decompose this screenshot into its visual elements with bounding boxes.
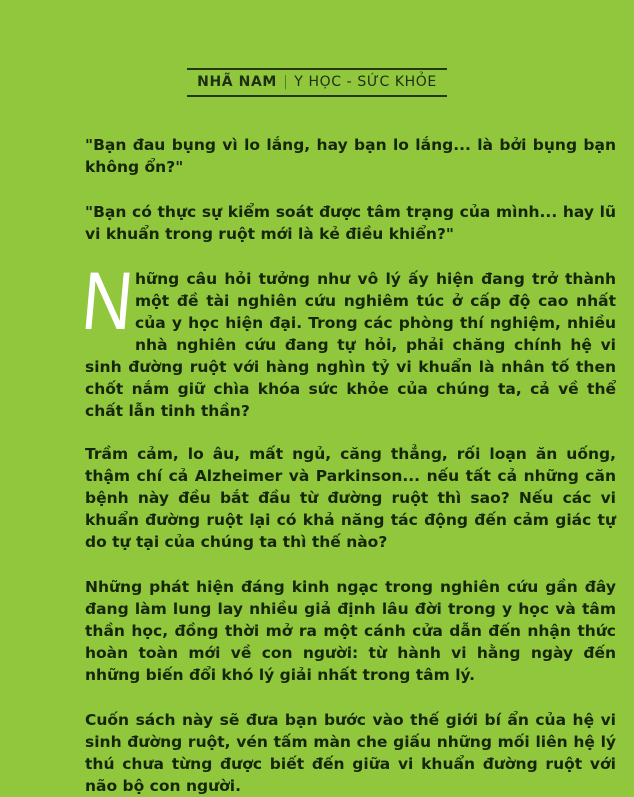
quote-paragraph-1: "Bạn đau bụng vì lo lắng, hay bạn lo lắng... là bởi bụng bạn không ổn?" bbox=[85, 136, 616, 176]
quote-paragraph-2: "Bạn có thực sự kiểm soát được tâm trạng của mình... hay lũ vi khuẩn trong ruột mới là kẻ điều khiển?" bbox=[85, 203, 616, 243]
body-paragraph-2: Trầm cảm, lo âu, mất ngủ, căng thẳng, rối loạn ăn uống, thậm chí cả Alzheimer và Parkinson... nếu tất cả những căn bệnh này đều bắt đầu từ đường ruột thì sao? Nếu các vi khuẩn đường ruột lại có khả năng tác động đến cảm giác tự do tự tại của chúng ta thì thế nào? bbox=[85, 445, 616, 551]
body-paragraph-4: Cuốn sách này sẽ đưa bạn bước vào thế giới bí ẩn của hệ vi sinh đường ruột, vén tấm màn che giấu những mối liên hệ lý thú chưa từng được biết đến giữa vi khuẩn đường ruột với não bộ con người. bbox=[85, 711, 616, 795]
text-column bbox=[78, 134, 616, 797]
body-paragraph-3: Những phát hiện đáng kinh ngạc trong nghiên cứu gần đây đang làm lung lay nhiều giả định lâu đời trong y học và tâm thần học, đồng thời mở ra một cánh cửa dẫn đến nhận thức hoàn toàn mới về con người: từ hành vi hằng ngày đến những biến đổi khó lý giải nhất trong tâm lý. bbox=[85, 578, 616, 684]
category-label: Y HỌC - SỨC KHỎE bbox=[294, 74, 437, 90]
drop-cap-letter: N bbox=[78, 256, 137, 347]
publisher-name: NHÃ NAM bbox=[197, 74, 277, 90]
publisher-category-band bbox=[187, 68, 447, 97]
header-divider: | bbox=[282, 74, 289, 90]
body-paragraph-1-text: hững câu hỏi tưởng như vô lý ấy hiện đang trở thành một đề tài nghiên cứu nghiêm túc ở cấp độ cao nhất của y học hiện đại. Trong các phòng thí nghiệm, nhiều nhà nghiên cứu đang tự hỏi, phải chăng chính hệ vi sinh đường ruột với hàng nghìn tỷ vi khuẩn là nhân tố then chốt nắm giữ chìa khóa sức khỏe của chúng ta, cả về thể chất lẫn tinh thần? bbox=[85, 270, 616, 420]
body-paragraph-1 bbox=[78, 256, 616, 422]
publisher-header bbox=[0, 0, 634, 97]
